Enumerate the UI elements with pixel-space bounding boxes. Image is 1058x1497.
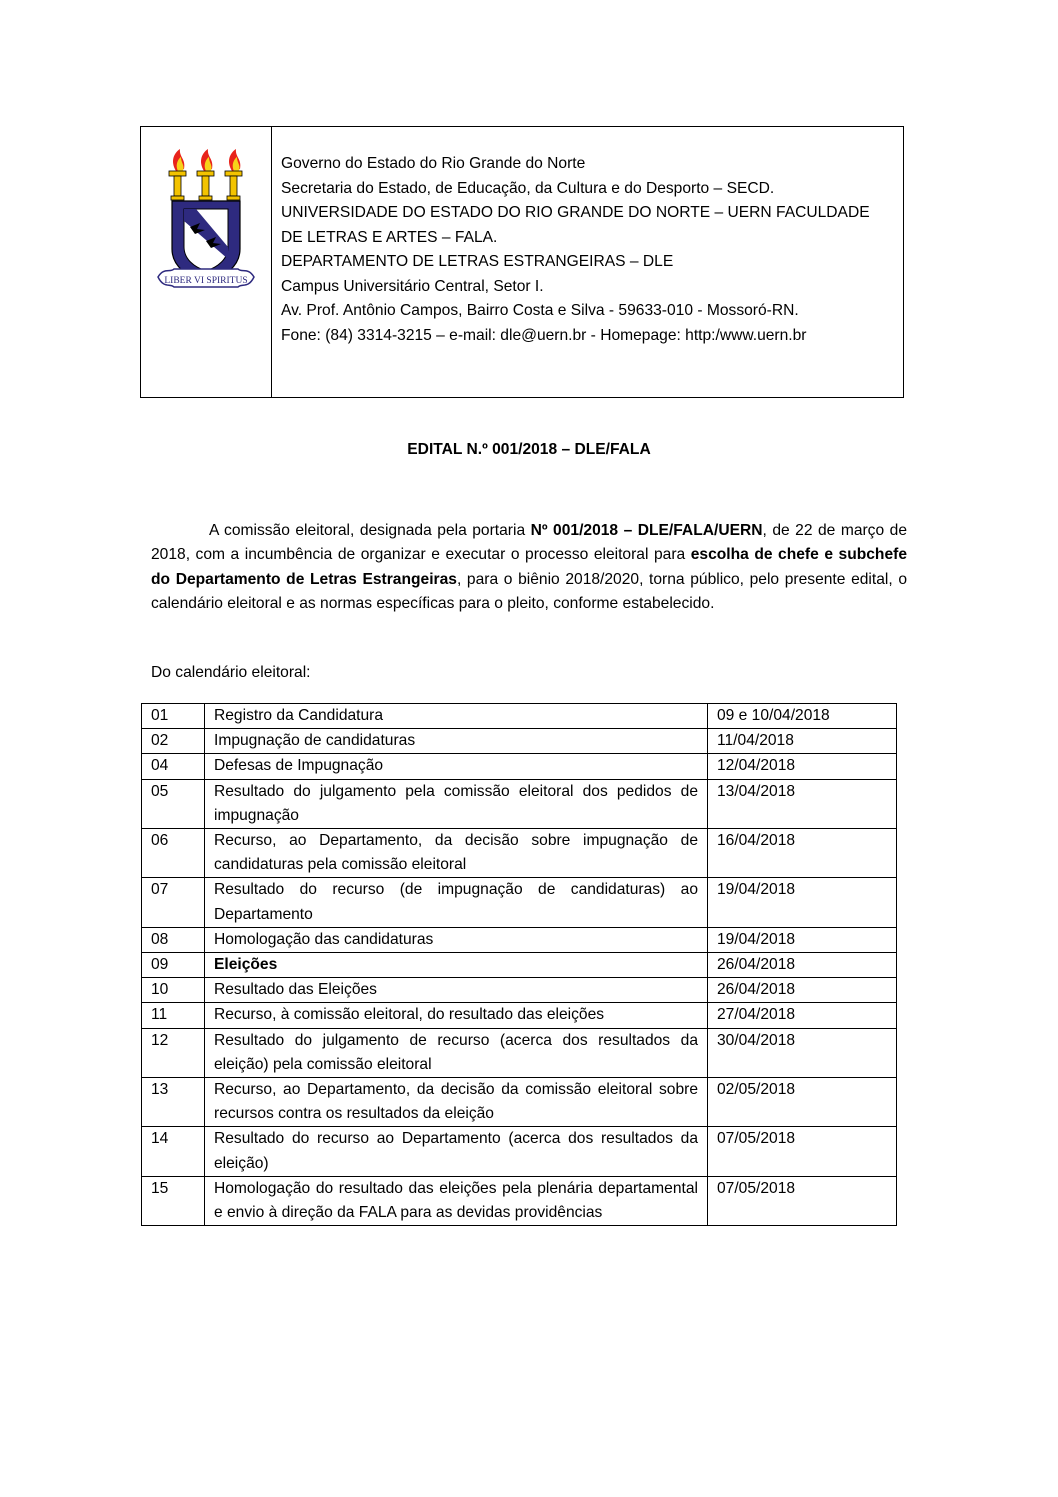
table-row [142, 878, 897, 927]
row-number: 08 [142, 927, 205, 952]
row-number: 06 [142, 829, 205, 878]
row-date: 16/04/2018 [708, 829, 897, 878]
header-line: UNIVERSIDADE DO ESTADO DO RIO GRANDE DO NORTE – UERN FACULDADE [281, 204, 870, 221]
header-line: Fone: (84) 3314-3215 – e-mail: dle@uern.br - Homepage: http:/www.uern.br [281, 326, 807, 344]
header-line: DE LETRAS E ARTES – FALA. [281, 228, 498, 246]
row-description: Impugnação de candidaturas [205, 729, 708, 754]
table-row [142, 1176, 897, 1225]
row-number: 07 [142, 878, 205, 927]
table-row [142, 729, 897, 754]
table-row [142, 1078, 897, 1127]
table-row [142, 779, 897, 828]
table-row [142, 927, 897, 952]
logo-motto: LIBER VI SPIRITUS [164, 276, 248, 286]
table-row [142, 1003, 897, 1028]
row-date: 11/04/2018 [708, 729, 897, 754]
header-line: Campus Universitário Central, Setor I. [281, 277, 544, 295]
row-date: 07/05/2018 [708, 1176, 897, 1225]
document-title: EDITAL N.º 001/2018 – DLE/FALA [407, 441, 651, 458]
row-date: 27/04/2018 [708, 1003, 897, 1028]
torches-icon [169, 149, 242, 200]
table-row [142, 1127, 897, 1176]
row-description: Resultado das Eleições [205, 978, 708, 1003]
row-date: 12/04/2018 [708, 754, 897, 779]
intro-text: A comissão eleitoral, designada pela portaria [209, 522, 531, 539]
row-date: 13/04/2018 [708, 779, 897, 828]
table-row [142, 829, 897, 878]
logo-cell [141, 127, 272, 397]
row-description: Resultado do julgamento de recurso (acerca dos resultados da eleição) pela comissão eleitoral [205, 1028, 708, 1077]
row-date: 30/04/2018 [708, 1028, 897, 1077]
intro-text: , para o biênio 2018/2020, torna público, pelo presente edital, o calendário eleitoral e as normas específicas para o pleito, conforme estabelecido. [151, 570, 907, 612]
row-number: 15 [142, 1176, 205, 1225]
table-row [142, 953, 897, 978]
row-number: 13 [142, 1078, 205, 1127]
row-number: 04 [142, 754, 205, 779]
row-date: 02/05/2018 [708, 1078, 897, 1127]
intro-paragraph [151, 519, 907, 616]
row-description: Defesas de Impugnação [205, 754, 708, 779]
header-line: Secretaria do Estado, de Educação, da Cultura e do Desporto – SECD. [281, 179, 775, 197]
row-number: 14 [142, 1127, 205, 1176]
row-date: 19/04/2018 [708, 927, 897, 952]
header-line: Governo do Estado do Rio Grande do Norte [281, 155, 586, 172]
row-number: 02 [142, 729, 205, 754]
row-number: 05 [142, 779, 205, 828]
row-date: 09 e 10/04/2018 [708, 704, 897, 729]
row-number: 11 [142, 1003, 205, 1028]
row-description: Resultado do recurso ao Departamento (acerca dos resultados da eleição) [205, 1127, 708, 1176]
row-number: 01 [142, 704, 205, 729]
row-description: Homologação das candidaturas [205, 927, 708, 952]
calendar-table [141, 703, 897, 1226]
row-date: 07/05/2018 [708, 1127, 897, 1176]
letterhead [140, 126, 904, 398]
row-description: Eleições [205, 953, 708, 978]
header-line: Av. Prof. Antônio Campos, Bairro Costa e Silva - 59633-010 - Mossoró-RN. [281, 302, 799, 319]
row-number: 12 [142, 1028, 205, 1077]
calendar-heading: Do calendário eleitoral: [151, 664, 311, 681]
row-description: Registro da Candidatura [205, 704, 708, 729]
intro-bold-ordinance: Nº 001/2018 – DLE/FALA/UERN [530, 522, 763, 539]
row-description: Recurso, ao Departamento, da decisão sobre impugnação de candidaturas pela comissão eleitoral [205, 829, 708, 878]
row-number: 10 [142, 978, 205, 1003]
intro-text: , de 22 de março de 2018, com a incumbência de organizar e executar o processo eleitoral para [151, 522, 907, 564]
row-description: Resultado do recurso (de impugnação de candidaturas) ao Departamento [205, 878, 708, 927]
institution-info [272, 127, 903, 397]
row-date: 19/04/2018 [708, 878, 897, 927]
row-description: Resultado do julgamento pela comissão eleitoral dos pedidos de impugnação [205, 779, 708, 828]
table-row [142, 754, 897, 779]
university-crest-logo [154, 149, 258, 309]
row-description: Recurso, ao Departamento, da decisão da comissão eleitoral sobre recursos contra os resultados da eleição [205, 1078, 708, 1127]
table-row [142, 704, 897, 729]
header-line: DEPARTAMENTO DE LETRAS ESTRANGEIRAS – DLE [281, 253, 674, 270]
intro-bold-purpose: escolha de chefe e subchefe do Departamento de Letras Estrangeiras [151, 546, 907, 588]
row-date: 26/04/2018 [708, 978, 897, 1003]
row-number: 09 [142, 953, 205, 978]
table-row [142, 978, 897, 1003]
table-row [142, 1028, 897, 1077]
row-description: Homologação do resultado das eleições pela plenária departamental e envio à direção da FALA para as devidas providências [205, 1176, 708, 1225]
row-description: Recurso, à comissão eleitoral, do resultado das eleições [205, 1003, 708, 1028]
row-date: 26/04/2018 [708, 953, 897, 978]
